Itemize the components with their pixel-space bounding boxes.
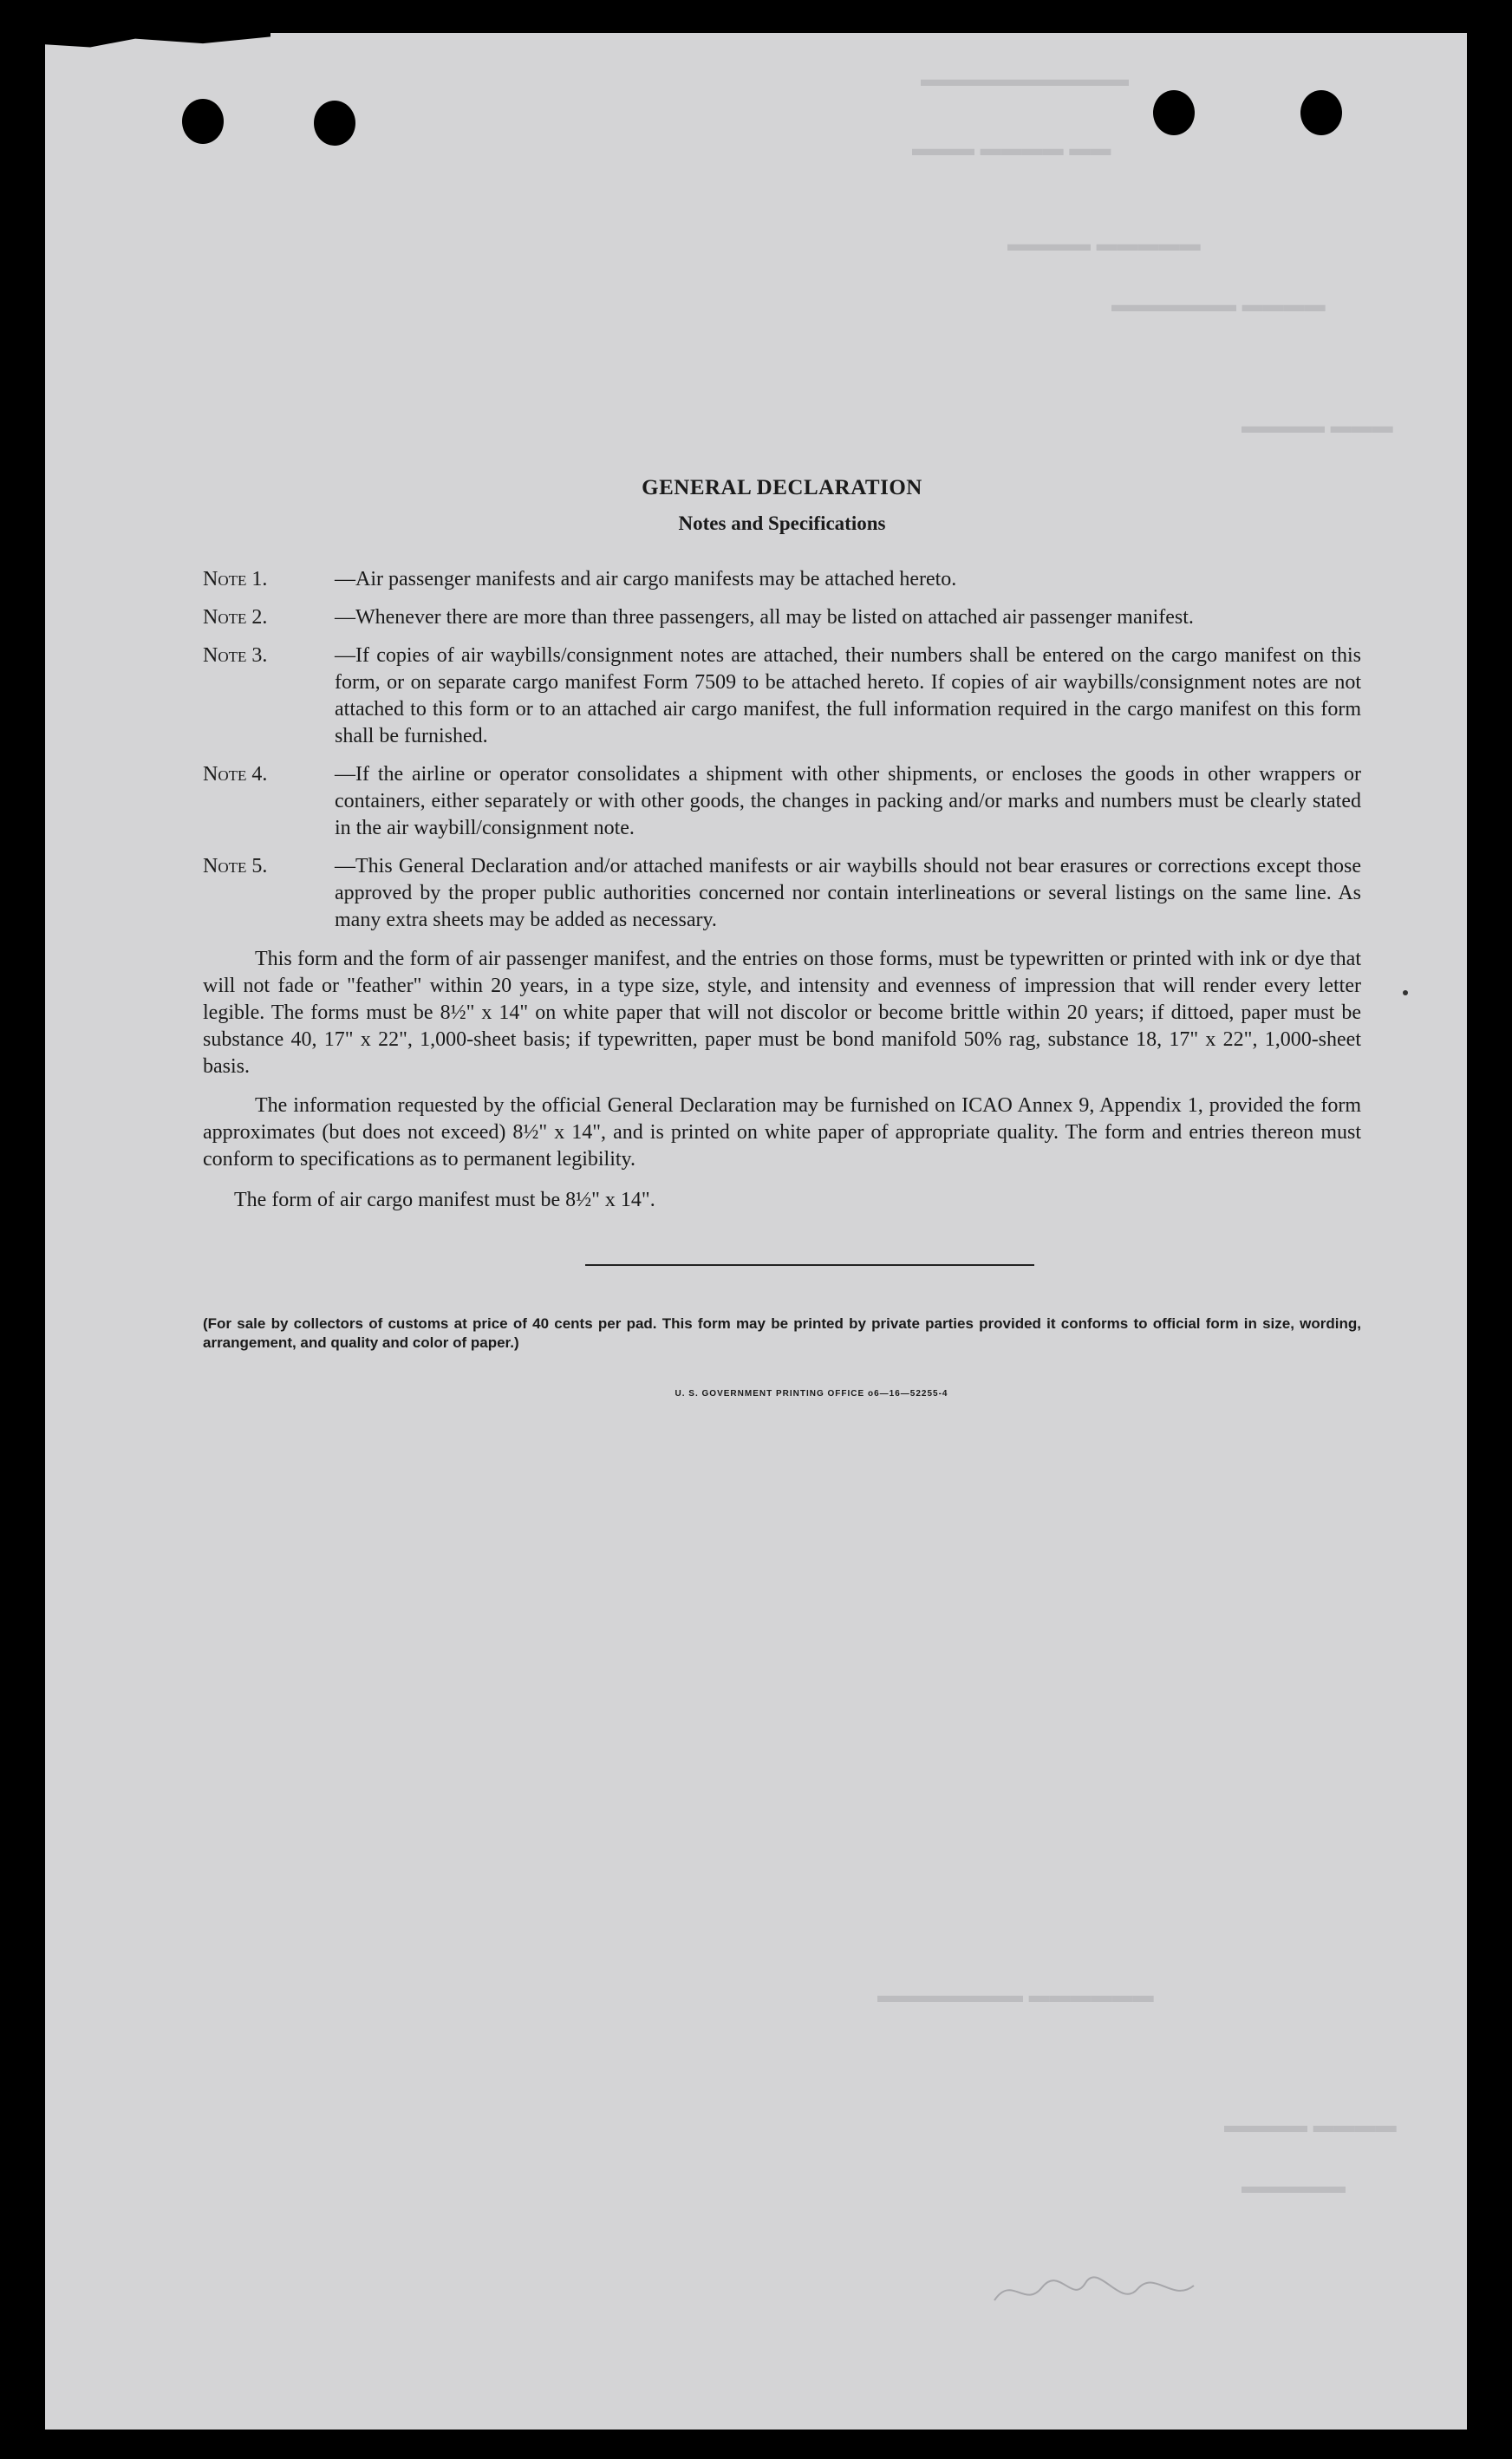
document-subtitle: Notes and Specifications bbox=[678, 512, 886, 534]
punch-hole bbox=[182, 99, 224, 144]
note-text: —If the airline or operator consolidates a shipment with other shipments, or encloses the goods in other wrappers or containers, either separately or with other goods, the changes in packing and/or marks and numbers must be clearly stated in the air waybill/consignment note. bbox=[335, 763, 1361, 839]
bleed-through-text: ▬▬▬▬ ▬▬▬▬ bbox=[1224, 2114, 1397, 2137]
note-text: —This General Declaration and/or attached manifests or air waybills should not bear erasures or corrections except those approved by the proper public authorities concerned nor contain interlineations or several listings on the same line. As many extra sheets may be added as necessary. bbox=[335, 855, 1361, 931]
bleed-through-text: ▬▬▬▬▬▬▬▬▬▬ bbox=[921, 68, 1129, 91]
note-text: —Whenever there are more than three passengers, all may be listed on attached air passenger manifest. bbox=[335, 606, 1194, 629]
bleed-through-text: ▬▬▬ ▬▬▬▬ ▬▬ bbox=[912, 137, 1111, 160]
note-item bbox=[203, 642, 1361, 750]
specification-paragraph: This form and the form of air passenger manifest, and the entries on those forms, must be typewritten or printed with ink or dye that will not fade or "feather" within 20 years, in a type size, style, and intensity and evenness of impression that will render every letter legible. The forms must be 8½" x 14" on white paper that will not discolor or become brittle within 20 years; if dittoed, paper must be substance 40, 17" x 22", 1,000-sheet basis; if typewritten, paper must be bond manifold 50% rag, substance 18, 17" x 22", 1,000-sheet basis. bbox=[203, 948, 1361, 1078]
bleed-through-text: ▬▬▬▬▬▬ ▬▬▬▬ bbox=[1111, 293, 1326, 316]
bleed-through-text: ▬▬▬▬ ▬▬▬ bbox=[1242, 414, 1393, 438]
note-item bbox=[203, 604, 1361, 631]
document-title: GENERAL DECLARATION bbox=[642, 476, 922, 499]
punch-hole bbox=[1153, 90, 1195, 135]
document-page bbox=[45, 33, 1467, 2430]
punch-hole bbox=[314, 101, 355, 146]
note-item bbox=[203, 566, 1361, 593]
note-label: Note 4. bbox=[203, 763, 268, 786]
note-label: Note 1. bbox=[203, 568, 268, 590]
sale-note: (For sale by collectors of customs at price of 40 cents per pad. This form may be printed by private parties provided it conforms to official form in size, wording, arrangement, and quality and color of paper.) bbox=[203, 1315, 1361, 1351]
note-item bbox=[203, 761, 1361, 842]
punch-hole bbox=[1300, 90, 1342, 135]
cargo-manifest-size-line: The form of air cargo manifest must be 8½" x 14". bbox=[234, 1189, 655, 1211]
divider-rule bbox=[585, 1264, 1034, 1266]
bleed-through-text: ▬▬▬▬ ▬▬▬▬▬ bbox=[1007, 232, 1201, 256]
signature-bleed-through bbox=[990, 2270, 1198, 2313]
note-label: Note 3. bbox=[203, 644, 268, 667]
note-label: Note 2. bbox=[203, 606, 268, 629]
torn-corner bbox=[45, 33, 270, 52]
note-text: —If copies of air waybills/consignment notes are attached, their numbers shall be entered on the cargo manifest on this form, or on separate cargo manifest Form 7509 to be attached hereto. If copies of air waybills/consignment notes are not attached to this form or to an attached air cargo manifest, the full information required in the cargo manifest on this form shall be furnished. bbox=[335, 644, 1361, 747]
bleed-through-text: ▬▬▬▬▬▬▬ ▬▬▬▬▬▬ bbox=[877, 1984, 1154, 2007]
note-label: Note 5. bbox=[203, 855, 268, 877]
icao-paragraph: The information requested by the official General Declaration may be furnished on ICAO Annex 9, Appendix 1, provided the form approximates (but does not exceed) 8½" x 14", and is printed on white paper of appropriate quality. The form and entries thereon must conform to specifications as to permanent legibility. bbox=[203, 1094, 1361, 1171]
document-body bbox=[203, 476, 1361, 1399]
printer-imprint: U. S. GOVERNMENT PRINTING OFFICE o6—16—52255-4 bbox=[675, 1389, 948, 1399]
note-text: —Air passenger manifests and air cargo manifests may be attached hereto. bbox=[335, 568, 957, 590]
bleed-through-text: ▬▬▬▬▬ bbox=[1242, 2175, 1346, 2198]
note-item bbox=[203, 853, 1361, 934]
ink-dot bbox=[1403, 990, 1408, 995]
